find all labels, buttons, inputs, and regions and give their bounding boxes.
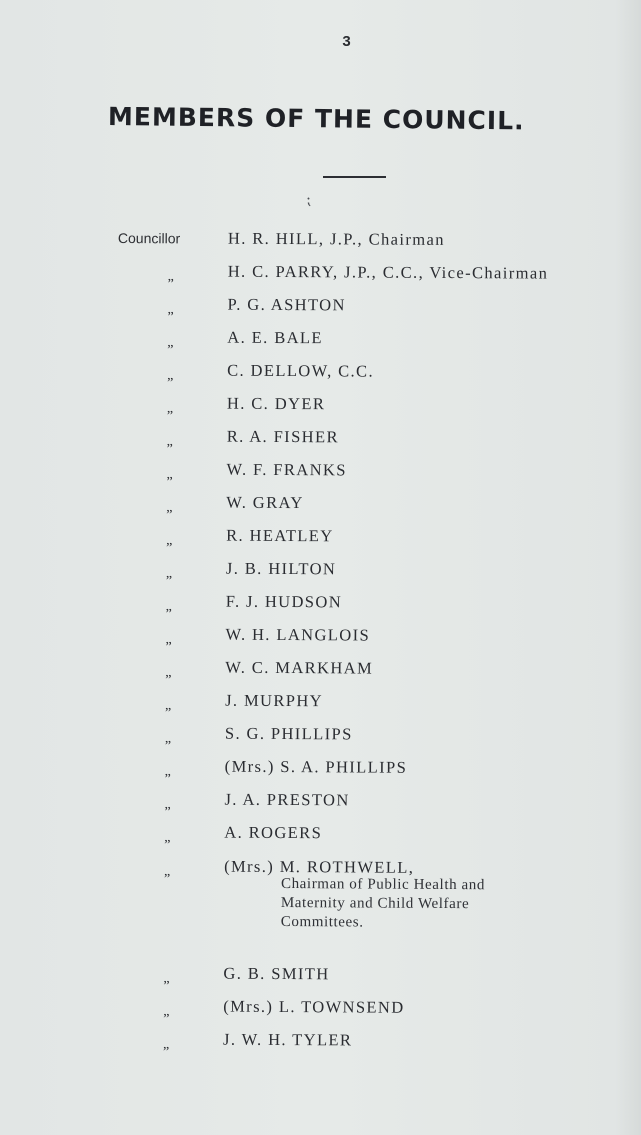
title-divider xyxy=(323,176,386,178)
council-members-list xyxy=(0,227,641,1081)
ditto-mark: „ xyxy=(167,302,174,318)
member-note-line: Committees. xyxy=(280,913,364,931)
member-note xyxy=(281,875,485,933)
ditto-mark: „ xyxy=(167,335,174,351)
member-name: C. DELLOW, C.C. xyxy=(227,360,375,381)
ditto-mark: „ xyxy=(165,665,172,681)
member-name: J. B. HILTON xyxy=(225,558,337,579)
ditto-mark: „ xyxy=(166,533,173,549)
ditto-mark: „ xyxy=(166,401,174,417)
section-mark: ⁏ xyxy=(306,192,312,208)
member-name: G. B. SMITH xyxy=(223,963,330,984)
member-name: W. C. MARKHAM xyxy=(225,657,374,678)
member-name: S. G. PHILLIPS xyxy=(224,723,353,744)
member-name: (Mrs.) M. ROTHWELL, xyxy=(224,856,415,877)
member-name: R. A. FISHER xyxy=(226,426,339,447)
page-title: MEMBERS OF THE COUNCIL. xyxy=(107,102,525,136)
member-name: H. C. PARRY, J.P., C.C., Vice-Chairman xyxy=(227,261,549,283)
ditto-mark: „ xyxy=(166,500,173,516)
member-name: H. R. HILL, J.P., Chairman xyxy=(227,228,445,249)
ditto-mark: „ xyxy=(163,971,170,987)
member-name: W. F. FRANKS xyxy=(226,459,347,480)
member-name: J. W. H. TYLER xyxy=(222,1029,353,1050)
ditto-mark: „ xyxy=(163,1004,170,1020)
ditto-mark: „ xyxy=(164,764,171,780)
member-name: (Mrs.) S. A. PHILLIPS xyxy=(224,756,408,777)
member-name: (Mrs.) L. TOWNSEND xyxy=(223,996,405,1017)
ditto-mark: „ xyxy=(166,434,173,450)
ditto-mark: „ xyxy=(165,698,172,714)
member-name: W. H. LANGLOIS xyxy=(225,624,371,645)
ditto-mark: „ xyxy=(164,797,171,813)
member-name: P. G. ASHTON xyxy=(227,294,346,315)
member-name: R. HEATLEY xyxy=(226,525,334,546)
member-name: F. J. HUDSON xyxy=(225,591,343,612)
ditto-mark: „ xyxy=(167,269,174,285)
member-name: H. C. DYER xyxy=(226,393,326,414)
ditto-mark: „ xyxy=(165,566,173,582)
ditto-mark: „ xyxy=(167,368,174,384)
ditto-mark: „ xyxy=(164,864,171,880)
member-name: A. E. BALE xyxy=(227,327,323,348)
ditto-mark: „ xyxy=(166,467,173,483)
ditto-mark: „ xyxy=(165,632,172,648)
member-note-line: Chairman of Public Health and xyxy=(280,875,486,894)
ditto-mark: „ xyxy=(165,599,172,615)
page-number: 3 xyxy=(342,33,351,50)
member-title: Councillor xyxy=(117,229,181,247)
member-name: J. A. PRESTON xyxy=(224,789,350,810)
ditto-mark: „ xyxy=(164,830,171,846)
member-note-line: Maternity and Child Welfare xyxy=(280,894,470,913)
ditto-mark: „ xyxy=(164,731,172,747)
member-name: J. MURPHY xyxy=(225,690,324,711)
member-name: W. GRAY xyxy=(226,492,304,513)
ditto-mark: „ xyxy=(162,1037,170,1053)
member-name: A. ROGERS xyxy=(224,822,323,843)
